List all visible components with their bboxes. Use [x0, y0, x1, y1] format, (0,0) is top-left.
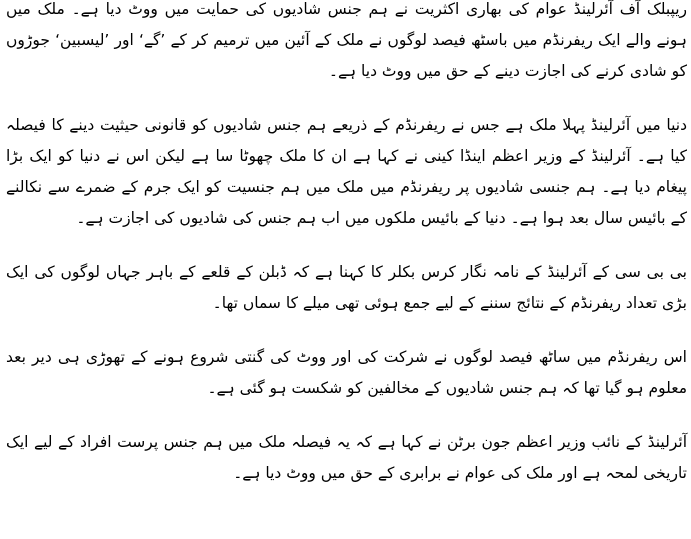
article-paragraph-4: اس ریفرنڈم میں ساٹھ فیصد لوگوں نے شرکت کی اور ووٹ کی گنتی شروع ہونے کے تھوڑی ہی دیر بعد معلوم ہو گیا تھا کہ ہم جنس شادیوں کے مخالفین کو شکست ہو گئی ہے۔	[6, 348, 687, 397]
article-paragraph-3: بی بی سی کے آئرلینڈ کے نامہ نگار کرس بکلر کا کہنا ہے کہ ڈبلن کے قلعے کے باہر جہاں لوگوں کی ایک بڑی تعداد ریفرنڈم کے نتائج سننے کے لیے جمع ہوئی تھی میلے کا سماں تھا۔	[6, 263, 687, 312]
article-paragraph-5: آئرلینڈ کے نائب وزیر اعظم جون برٹن نے کہا ہے کہ یہ فیصلہ ملک میں ہم جنس پرست افراد کے لیے ایک تاریخی لمحہ ہے اور ملک کی عوام نے برابری کے حق میں ووٹ دیا ہے۔	[6, 433, 687, 482]
article-body	[6, 0, 687, 512]
article-paragraph-2: دنیا میں آئرلینڈ پہلا ملک ہے جس نے ریفرنڈم کے ذریعے ہم جنس شادیوں کو قانونی حیثیت دینے کا فیصلہ کیا ہے۔ آئرلینڈ کے وزیر اعظم اینڈا کینی نے کہا ہے ان کا ملک چھوٹا سا ہے لیکن اس نے دنیا کو ایک بڑا پیغام دیا ہے۔ ہم جنسی شادیوں پر ریفرنڈم میں ملک میں ہم جنسیت کو ایک جرم کے ضمرے سے نکالنے کے بائیس سال بعد ہوا ہے۔ دنیا کے بائیس ملکوں میں اب ہم جنس کی شادیوں کی اجازت ہے۔	[6, 116, 687, 227]
article-paragraph-1: ریپبلک آف آئرلینڈ عوام کی بھاری اکثریت نے ہم جنس شادیوں کی حمایت میں ووٹ دیا ہے۔ ملک میں ہونے والے ایک ریفرنڈم میں باسٹھ فیصد لوگوں نے ملک کے آئین میں ترمیم کر کے ’گے‘ اور ’لیسبین‘ جوڑوں کو شادی کرنے کی اجازت دینے کے حق میں ووٹ دیا ہے۔	[6, 0, 687, 80]
